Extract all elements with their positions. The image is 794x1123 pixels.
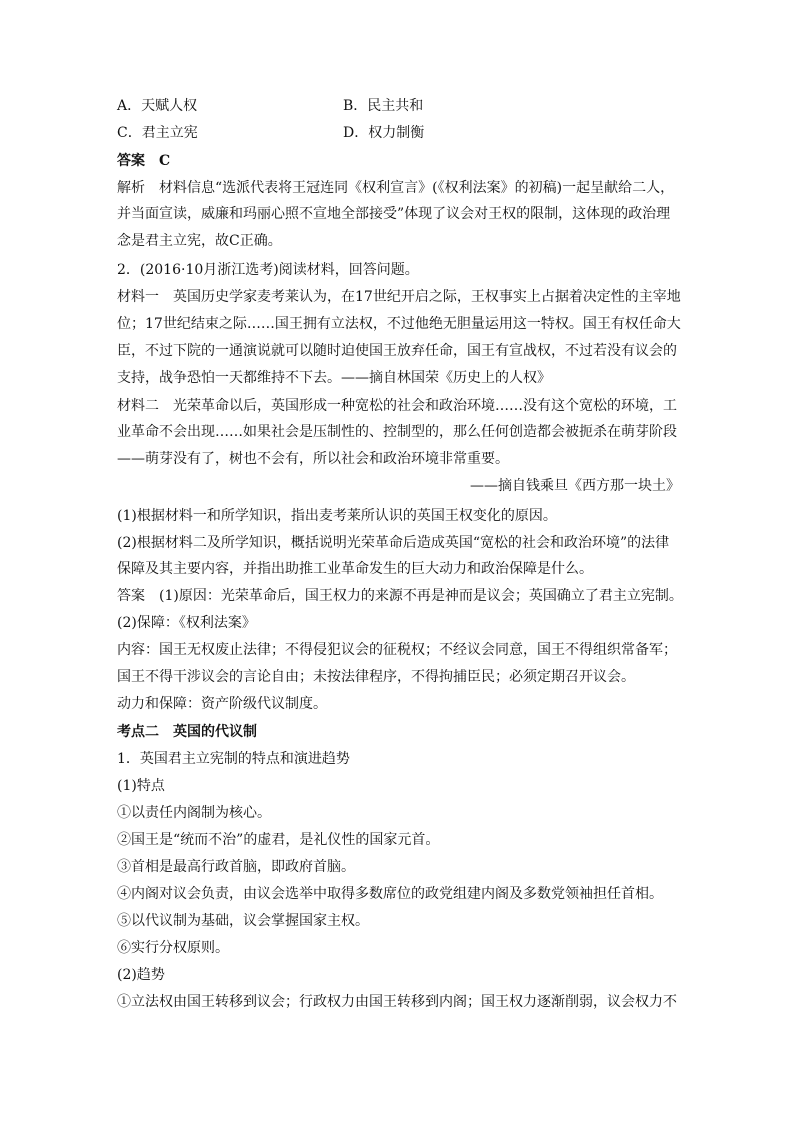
option-d: D．权力制衡 — [343, 125, 425, 141]
sub-question-2-line: (2)根据材料二及所学知识，概括说明光荣革命后造成英国“宽松的社会和政治环境”的法律 — [117, 535, 670, 551]
option-b: B．民主共和 — [343, 98, 424, 114]
features-title: (1)特点 — [117, 778, 165, 794]
material-2-line: 业革命不会出现……如果社会是压制性的、控制型的，那么任何创造都会被扼杀在萌芽阶段 — [117, 424, 677, 440]
material-2-line: ——萌芽没有了，树也不会有，所以社会和政治环境非常重要。 — [117, 451, 509, 467]
material-1-line: 支持，战争恐怕一天都维持不下去。——摘自林国荣《历史上的人权》 — [117, 370, 551, 386]
answer-2-line: 国王不得干涉议会的言论自由；未按法律程序，不得拘捕臣民；必须定期召开议会。 — [117, 669, 635, 685]
option-a: A．天赋人权 — [117, 98, 198, 114]
analysis-line: 并当面宣读，威廉和玛丽心照不宣地全部接受”体现了议会对王权的限制，这体现的政治理 — [117, 206, 671, 222]
sub-question-2-line: 保障及其主要内容，并指出助推工业革命发生的巨大动力和政治保障是什么。 — [117, 561, 593, 577]
answer-2-line: (2)保障：《权利法案》 — [117, 615, 256, 631]
answer-2-line: 动力和保障：资产阶级代议制度。 — [117, 696, 327, 712]
material-2-line: 材料二 光荣革命以后，英国形成一种宽松的社会和政治环境……没有这个宽松的环境，工 — [117, 398, 677, 414]
material-1-line: 位；17世纪结束之际……国王拥有立法权，不过他绝无胆量运用这一特权。国王有权任命大 — [117, 316, 681, 332]
option-c: C．君主立宪 — [117, 125, 198, 141]
material-2-source: ——摘自钱乘旦《西方那一块土》 — [470, 478, 680, 494]
sub-question-1: (1)根据材料一和所学知识，指出麦考莱所认识的英国王权变化的原因。 — [117, 508, 557, 524]
trend-title: (2)趋势 — [117, 967, 165, 983]
answer-2-line: 内容：国王无权废止法律；不得侵犯议会的征税权；不经议会同意，国王不得组织常备军； — [117, 642, 677, 658]
feature-item: ③首相是最高行政首脑，即政府首脑。 — [117, 859, 355, 875]
question-2-title: 2．(2016·10月浙江选考)阅读材料，回答问题。 — [117, 262, 419, 278]
answer-1: 答案 C — [117, 153, 171, 169]
feature-item: ⑤以代议制为基础，议会掌握国家主权。 — [117, 913, 369, 929]
feature-item: ②国王是“统而不治”的虚君，是礼仪性的国家元首。 — [117, 832, 440, 848]
material-1-line: 臣，不过下院的一通演说就可以随时迫使国王放弃任命，国王有宣战权，不过若没有议会的 — [117, 343, 677, 359]
trend-item: ①立法权由国王转移到议会；行政权力由国王转移到内阁；国王权力逐渐削弱，议会权力不 — [117, 994, 677, 1010]
section-heading: 1．英国君主立宪制的特点和演进趋势 — [117, 751, 350, 767]
feature-item: ⑥实行分权原则。 — [117, 940, 229, 956]
feature-item: ①以责任内阁制为核心。 — [117, 805, 271, 821]
analysis-line: 解析 材料信息“选派代表将王冠连同《权利宣言》(《权利法案》的初稿)一起呈献给二人， — [117, 180, 675, 196]
section-title: 考点二 英国的代议制 — [117, 724, 257, 740]
answer-2-line: 答案 (1)原因：光荣革命后，国王权力的来源不再是神而是议会；英国确立了君主立宪制。 — [117, 588, 683, 604]
analysis-line: 念是君主立宪，故C正确。 — [117, 233, 282, 249]
material-1-line: 材料一 英国历史学家麦考莱认为，在17世纪开启之际，王权事实上占据着决定性的主宰地 — [117, 289, 681, 305]
feature-item: ④内阁对议会负责，由议会选举中取得多数席位的政党组建内阁及多数党领袖担任首相。 — [117, 886, 663, 902]
